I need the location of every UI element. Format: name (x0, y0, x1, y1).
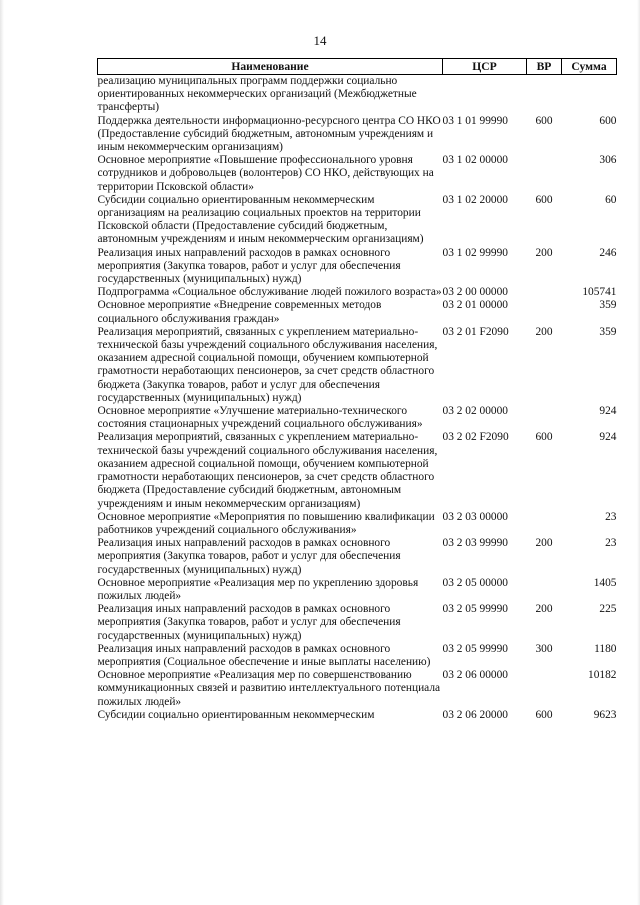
row-vr: 600 (535, 431, 553, 444)
row-name: Реализация иных направлений расходов в рамках основного мероприятия (Закупка товаров, работ и услуг для обеспечения государственных (муниципальных) нужд) (97, 246, 401, 286)
row-csr: 03 2 03 99990 (442, 537, 508, 550)
row-sum: 924 (599, 405, 617, 418)
row-sum: 1180 (594, 642, 617, 655)
table-row (98, 154, 617, 194)
row-name: Поддержка деятельности информационно-ресурсного центра СО НКО (Предоставление субсидий бюджетным, автономным учреждениям и иным некоммерческим организациям) (97, 114, 441, 154)
row-vr: 200 (535, 246, 553, 259)
table-row (98, 299, 617, 325)
row-csr: 03 2 05 00000 (442, 576, 508, 589)
row-sum: 600 (599, 114, 617, 127)
row-vr: 600 (535, 114, 553, 127)
scan-left-edge (0, 0, 4, 905)
table-row (98, 326, 617, 405)
row-name: Основное мероприятие «Реализация мер по укреплению здоровья пожилых людей» (97, 576, 419, 602)
row-csr: 03 2 02 00000 (442, 405, 508, 418)
page-number: 14 (313, 33, 327, 48)
row-sum: 225 (599, 603, 617, 616)
row-csr: 03 2 02 F2090 (442, 431, 509, 444)
row-csr: 03 1 01 99990 (442, 114, 508, 127)
row-vr (527, 511, 562, 537)
row-vr: 200 (535, 537, 553, 550)
table-row (98, 537, 617, 577)
row-name: Реализация мероприятий, связанных с укреплением материально-технической базы учреждений социального обслуживания населения, оказанием адресной социальной помощи, обучением компьютерной грамотности неработающих пенсионеров, за счет средств областного бюджета (Закупка товаров, работ и услуг для обеспечения государственных (муниципальных) нужд) (97, 325, 438, 404)
row-name: Подпрограмма «Социальное обслуживание людей пожилого возраста» (97, 286, 442, 299)
header-sum: Сумма (562, 59, 617, 75)
table-row (98, 247, 617, 287)
row-csr: 03 2 01 00000 (442, 299, 508, 312)
row-sum: 60 (605, 193, 617, 206)
table-row (98, 115, 617, 155)
header-row (98, 59, 617, 75)
row-sum: 924 (599, 431, 617, 444)
row-vr (527, 405, 562, 431)
row-vr (527, 154, 562, 194)
table-row (98, 577, 617, 603)
budget-table (97, 58, 617, 722)
row-sum: 105741 (582, 286, 617, 299)
row-csr (443, 75, 527, 115)
table-body (98, 75, 617, 722)
row-csr: 03 2 06 00000 (442, 669, 508, 682)
row-sum: 1405 (593, 576, 617, 589)
row-name: Реализация иных направлений расходов в рамках основного мероприятия (Закупка товаров, работ и услуг для обеспечения государственных (муниципальных) нужд) (97, 537, 401, 576)
row-vr: 200 (535, 325, 553, 338)
row-csr: 03 2 00 00000 (442, 286, 508, 299)
row-csr: 03 2 05 99990 (442, 642, 508, 655)
table-row (98, 75, 617, 115)
row-vr: 300 (535, 642, 553, 655)
row-sum: 359 (599, 325, 617, 338)
row-vr: 200 (535, 603, 553, 616)
row-csr: 03 2 06 20000 (442, 708, 508, 721)
row-csr: 03 2 01 F2090 (442, 325, 509, 338)
table-row (98, 431, 617, 510)
table-row (98, 511, 617, 537)
row-vr (527, 286, 562, 299)
table-row (98, 603, 617, 643)
header-name: Наименование (98, 59, 443, 75)
row-name: Субсидии социально ориентированным некоммерческим (97, 708, 375, 721)
table-header (98, 59, 617, 75)
row-sum: 306 (599, 154, 617, 167)
row-sum: 10182 (588, 669, 617, 682)
table-row (98, 709, 617, 722)
row-vr: 600 (535, 193, 553, 206)
row-name: Субсидии социально ориентированным некоммерческим организациям на реализацию социальных проектов на территории Псковской области (Предоставление субсидий бюджетным, автономным учреждениям и иным некоммерческим организациям) (97, 193, 424, 246)
row-name: Реализация иных направлений расходов в рамках основного мероприятия (Социальное обеспечение и иные выплаты населению) (97, 642, 431, 668)
row-sum: 23 (605, 537, 617, 550)
row-sum: 9623 (593, 708, 617, 721)
row-csr: 03 1 02 00000 (442, 154, 508, 167)
table-row (98, 643, 617, 669)
table-row (98, 286, 617, 299)
header-vr: ВР (527, 59, 562, 75)
row-vr (527, 669, 562, 709)
row-vr (527, 577, 562, 603)
row-name: Основное мероприятие «Реализация мер по совершенствованию коммуникационных связей и развитию интеллектуального потенциала пожилых людей» (97, 669, 441, 708)
row-name: Основное мероприятие «Улучшение материально-технического состояния стационарных учреждений социального обслуживания» (97, 405, 423, 431)
row-vr (527, 299, 562, 325)
row-name: Реализация иных направлений расходов в рамках основного мероприятия (Закупка товаров, работ и услуг для обеспечения государственных (муниципальных) нужд) (97, 603, 401, 642)
table-row (98, 194, 617, 247)
row-sum: 359 (599, 299, 617, 312)
row-name: Основное мероприятие «Повышение профессионального уровня сотрудников и добровольцев (волонтеров) СО НКО, действующих на территории Псковской области» (97, 154, 434, 193)
row-vr (527, 75, 562, 115)
row-name: Основное мероприятие «Внедрение современных методов социального обслуживания граждан» (97, 299, 382, 325)
row-sum: 246 (599, 246, 617, 259)
row-csr: 03 2 03 00000 (442, 510, 508, 523)
row-csr: 03 2 05 99990 (442, 603, 508, 616)
row-csr: 03 1 02 99990 (442, 246, 508, 259)
row-csr: 03 1 02 20000 (442, 193, 508, 206)
header-csr: ЦСР (443, 59, 527, 75)
row-name: Реализация мероприятий, связанных с укреплением материально-технической базы учреждений социального обслуживания населения, оказанием адресной социальной помощи, обучением компьютерной грамотности неработающих пенсионеров, за счет средств областного бюджета (Предоставление субсидий бюджетным, автономным учреждениям и иным некоммерческим организациям) (97, 431, 438, 510)
row-vr: 600 (535, 708, 553, 721)
row-name: Основное мероприятие «Мероприятия по повышению квалификации работников учреждений социального обслуживания» (97, 510, 435, 536)
table-row (98, 669, 617, 709)
table-row (98, 405, 617, 431)
row-name: реализацию муниципальных программ поддержки социально ориентированных некоммерческих организаций (Межбюджетные трансферты) (97, 75, 417, 114)
row-sum (562, 75, 617, 115)
row-sum: 23 (605, 510, 617, 523)
